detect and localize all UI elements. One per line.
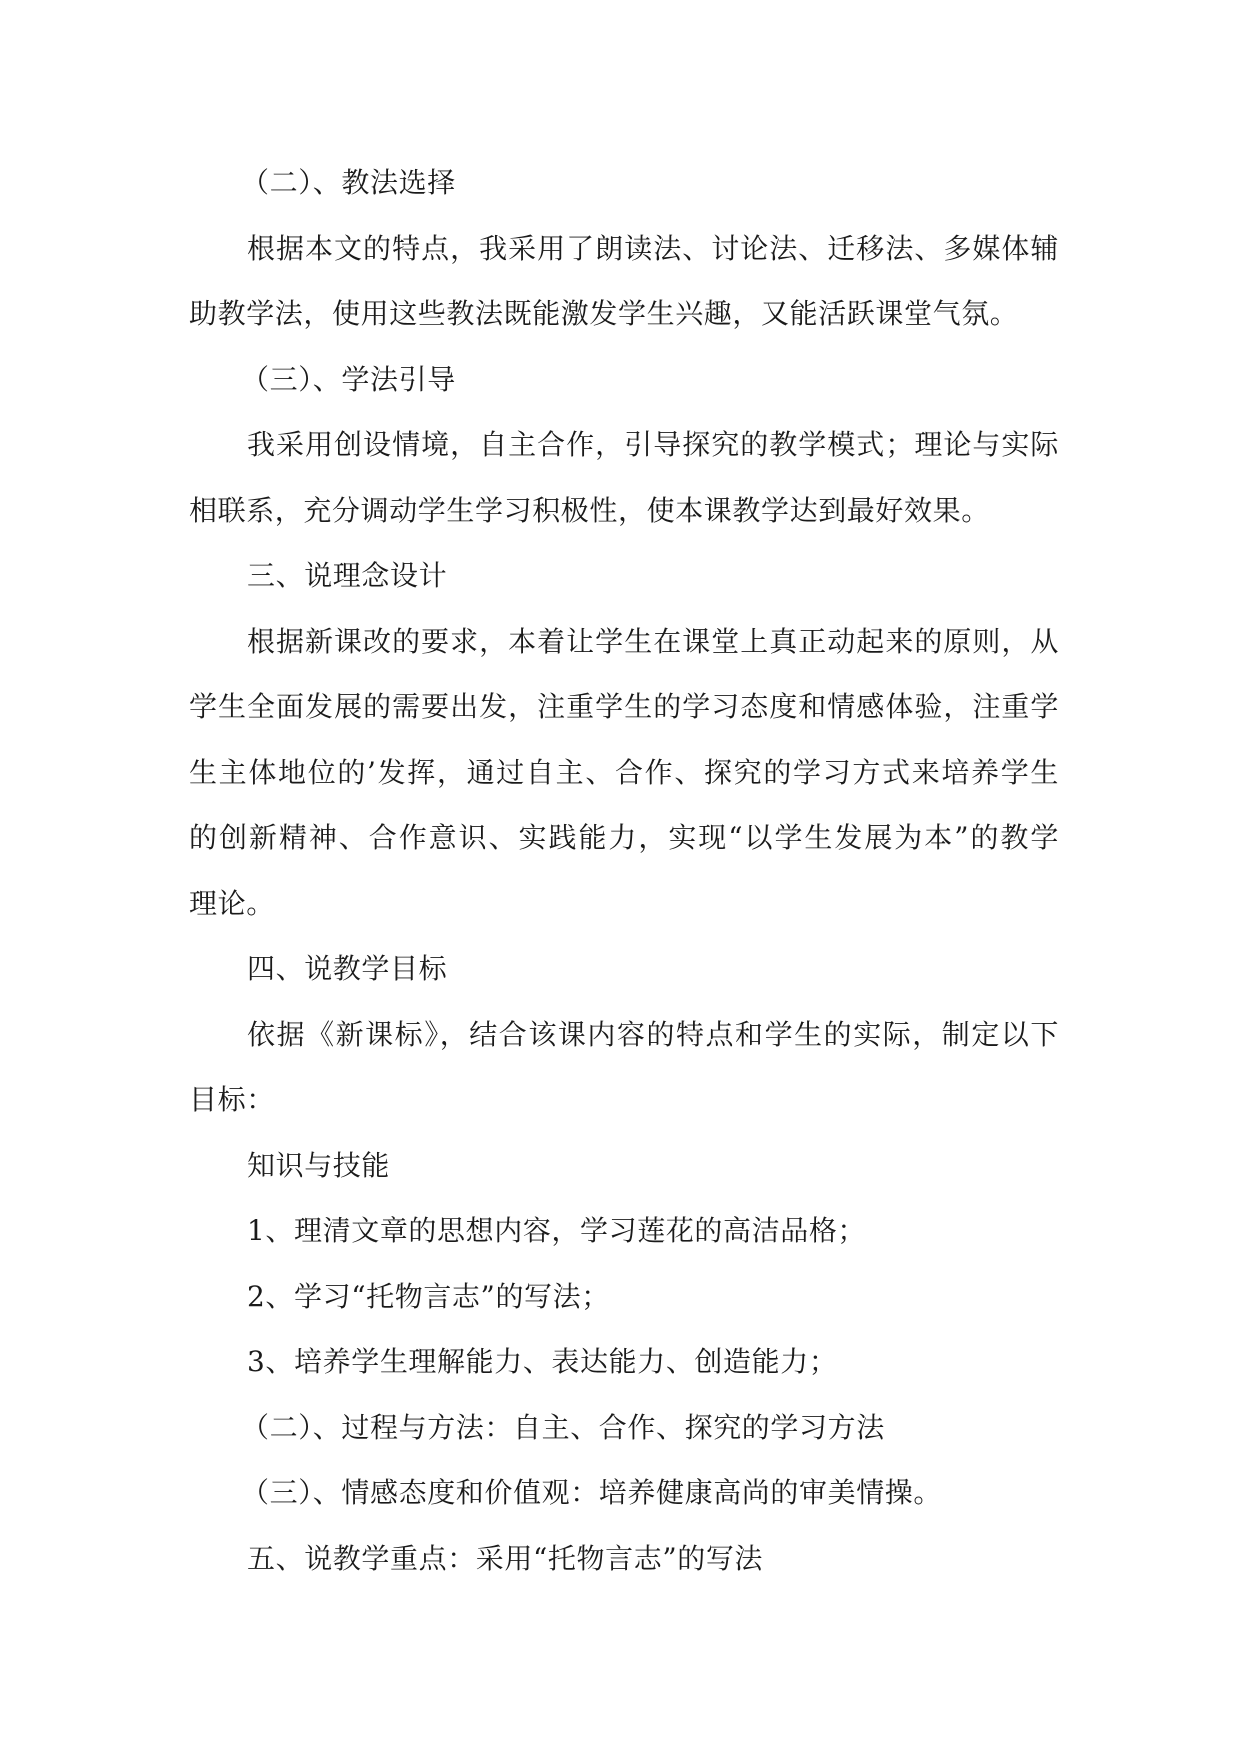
paragraph-line: 根据新课改的要求，本着让学生在课堂上真正动起来的原则，从 (247, 624, 1059, 658)
list-item: 2、学习“托物言志”的写法； (247, 1279, 610, 1313)
subheading-process-method: （二）、过程与方法：自主、合作、探究的学习方法 (241, 1410, 885, 1444)
subheading-knowledge-skills: 知识与技能 (247, 1148, 391, 1182)
list-item: 3、培养学生理解能力、表达能力、创造能力； (247, 1345, 838, 1378)
section-heading-learning-guidance: （三）、学法引导 (241, 362, 456, 396)
paragraph-line: 我采用创设情境，自主合作，引导探究的教学模式；理论与实际 (247, 428, 1059, 461)
paragraph-line: 目标： (189, 1083, 275, 1116)
paragraph-line: 依据《新课标》，结合该课内容的特点和学生的实际，制定以下 (247, 1017, 1059, 1051)
section-heading-teaching-focus: 五、说教学重点：采用“托物言志”的写法 (247, 1541, 764, 1575)
list-item: 1、理清文章的思想内容，学习莲花的高洁品格； (247, 1214, 867, 1247)
paragraph-line: 助教学法，使用这些教法既能激发学生兴趣，又能活跃课堂气氛。 (189, 297, 1019, 330)
subheading-values: （三）、情感态度和价值观：培养健康高尚的审美情操。 (241, 1476, 943, 1509)
section-heading-teaching-method: （二）、教法选择 (241, 166, 456, 199)
document-body (189, 150, 1059, 1591)
paragraph-line: 相联系，充分调动学生学习积极性，使本课教学达到最好效果。 (189, 493, 990, 527)
paragraph-line: 学生全面发展的需要出发，注重学生的学习态度和情感体验，注重学 (189, 690, 1059, 723)
section-heading-teaching-goals: 四、说教学目标 (247, 952, 448, 985)
paragraph-line: 理论。 (189, 886, 275, 920)
paragraph-line: 的创新精神、合作意识、实践能力，实现“以学生发展为本”的教学 (189, 821, 1059, 854)
paragraph-line: 生主体地位的’发挥，通过自主、合作、探究的学习方式来培养学生 (189, 755, 1059, 789)
section-heading-concept-design: 三、说理念设计 (247, 559, 448, 592)
paragraph-line: 根据本文的特点，我采用了朗读法、讨论法、迁移法、多媒体辅 (247, 231, 1059, 265)
